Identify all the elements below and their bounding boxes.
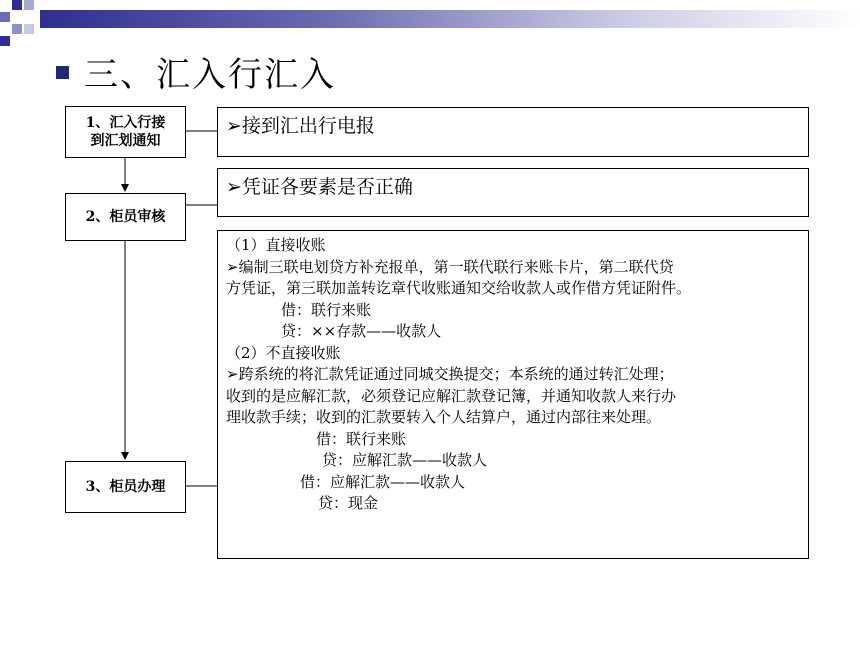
entry-3: 借：应解汇款——收款人 (300, 472, 466, 491)
indirect-heading: （2）不直接收账 (226, 343, 341, 362)
receive-text: ➢接到汇出行电报 (226, 115, 375, 137)
entry-2: 贷：应解汇款——收款人 (322, 451, 488, 469)
detail-box (217, 230, 809, 559)
indirect-text-2: 收到的是应解汇款，必须登记应解汇款登记簿，并通知收款人来行办 (226, 386, 677, 405)
indirect-text-3: 理收款手续；收到的汇款要转入个人结算户，通过内部往来处理。 (226, 408, 662, 426)
direct-debit: 借：联行来账 (281, 300, 372, 319)
verify-text: ➢凭证各要素是否正确 (226, 176, 413, 198)
direct-text-1: ➢编制三联电划贷方补充报单，第一联代联行来账卡片，第二联代贷 (226, 257, 674, 276)
receive-box (217, 107, 809, 157)
step-1-box (65, 106, 186, 158)
direct-text-2: 方凭证，第三联加盖转讫章代收账通知交给收款人或作借方凭证附件。 (226, 279, 692, 297)
step-1-label: 1、汇入行接到汇划通知 (85, 115, 166, 149)
entry-1: 借：联行来账 (316, 429, 407, 448)
direct-heading: （1）直接收账 (226, 236, 326, 254)
direct-credit: 贷：××存款——收款人 (281, 322, 442, 340)
page-title: 三、汇入行汇入 (84, 55, 336, 95)
step-3-label: 3、柜员办理 (85, 479, 166, 495)
step-2-box (65, 193, 186, 241)
verify-box (217, 168, 809, 217)
entry-4: 贷：现金 (318, 494, 379, 512)
step-3-box (65, 461, 186, 513)
step-2-label: 2、柜员审核 (85, 209, 166, 225)
indirect-text-1: ➢跨系统的将汇款凭证通过同城交换提交；本系统的通过转汇处理； (226, 365, 674, 383)
